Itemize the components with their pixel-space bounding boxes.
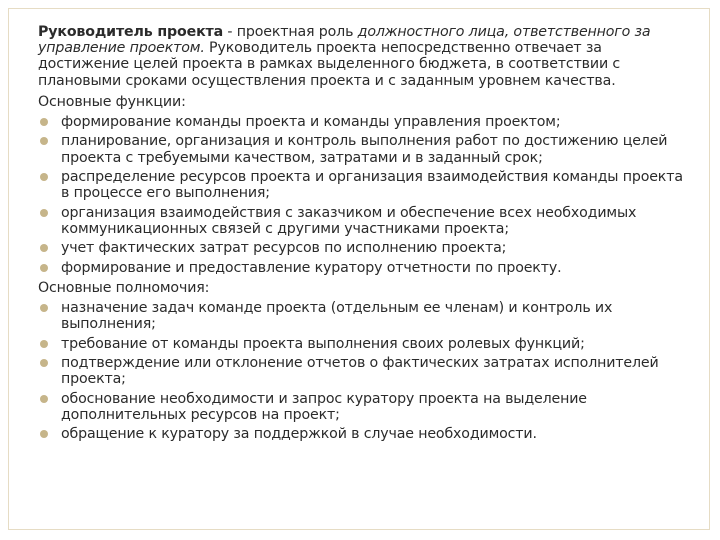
list-item-text: обоснование необходимости и запрос куратору проекта на выделение дополнительных ресурсов на проект;: [61, 390, 587, 423]
list-item: [38, 240, 694, 256]
list-item-text: подтверждение или отклонение отчетов о фактических затратах исполнителей проекта;: [61, 354, 659, 388]
list-item: [38, 169, 694, 201]
list-item-text: требование от команды проекта выполнения своих ролевых функций;: [61, 335, 585, 352]
intro-paragraph: [38, 24, 694, 89]
intro-definition: должностного лица, ответственного за управление проектом.: [38, 24, 651, 57]
functions-heading: Основные функции:: [38, 93, 186, 110]
list-item-text: обращение к куратору за поддержкой в случае необходимости.: [61, 426, 537, 443]
slide-content: [38, 24, 694, 446]
list-item-text: распределение ресурсов проекта и организация взаимодействия команды проекта в процессе его выполнения;: [61, 169, 683, 202]
list-item: [38, 391, 694, 423]
bullet-dot-icon: [40, 244, 48, 252]
bullet-dot-icon: [40, 340, 48, 348]
bullet-dot-icon: [40, 359, 48, 367]
intro-dash: - проектная роль: [223, 24, 358, 40]
functions-list: [38, 114, 694, 276]
powers-heading: Основные полномочия:: [38, 279, 210, 296]
list-item: [38, 300, 694, 332]
bullet-dot-icon: [40, 137, 48, 145]
list-item: [38, 114, 694, 130]
bullet-dot-icon: [40, 395, 48, 403]
bullet-dot-icon: [40, 430, 48, 438]
intro-rest: Руководитель проекта непосредственно отвечает за достижение целей проекта в рамках выделенного бюджета, в соответствии с плановыми сроками осуществления проекта и с заданным уровнем качества.: [38, 40, 621, 89]
list-item-text: формирование и предоставление куратору отчетности по проекту.: [61, 259, 562, 276]
list-item-text: формирование команды проекта и команды управления проектом;: [61, 114, 561, 131]
bullet-dot-icon: [40, 173, 48, 181]
list-item-text: организация взаимодействия с заказчиком и обеспечение всех необходимых коммуникационных связей с другими участниками проекта;: [61, 204, 637, 237]
bullet-dot-icon: [40, 304, 48, 312]
powers-list: [38, 300, 694, 442]
list-item: [38, 426, 694, 442]
list-item: [38, 336, 694, 352]
bullet-dot-icon: [40, 264, 48, 272]
bullet-dot-icon: [40, 209, 48, 217]
list-item-text: учет фактических затрат ресурсов по исполнению проекта;: [61, 240, 507, 257]
list-item: [38, 205, 694, 237]
list-item: [38, 133, 694, 165]
list-item: [38, 260, 694, 276]
list-item-text: планирование, организация и контроль выполнения работ по достижению целей проекта с требуемыми качеством, затратами и в заданный срок;: [61, 133, 668, 166]
intro-term: Руководитель проекта: [38, 24, 224, 40]
bullet-dot-icon: [40, 118, 48, 126]
list-item-text: назначение задач команде проекта (отдельным ее членам) и контроль их выполнения;: [61, 299, 613, 333]
list-item: [38, 355, 694, 387]
